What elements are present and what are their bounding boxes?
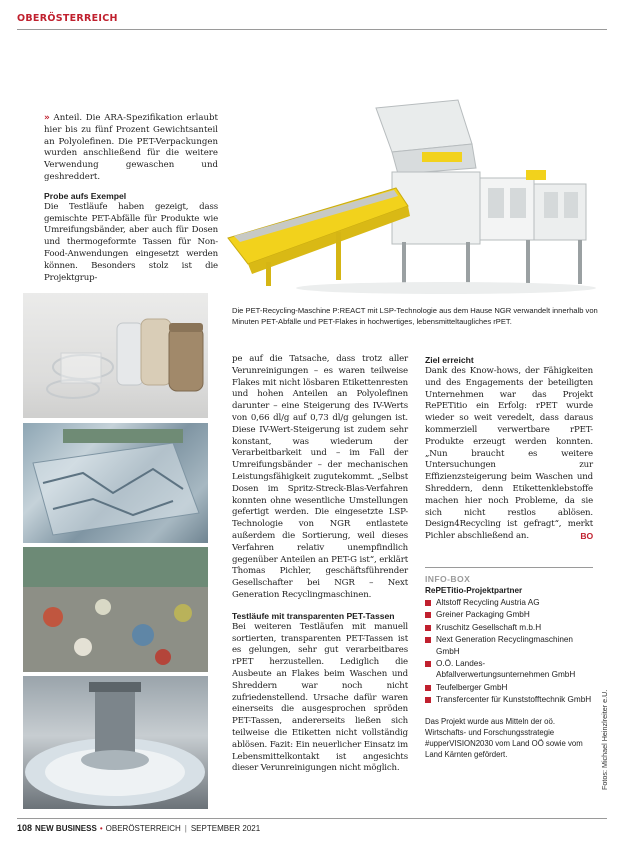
photo-credit: Fotos: Michael Heinzlreiter e.U. — [600, 689, 609, 790]
magazine-name: NEW BUSINESS — [35, 824, 97, 833]
chevron-right-icon: » — [44, 113, 50, 123]
column-middle — [232, 354, 408, 775]
subheading: Testläufe mit transparenten PET-Tassen — [232, 610, 395, 621]
info-box-footnote: Das Projekt wurde aus Mitteln der oö. Wirtschafts- und Forschungsstrategie #upperVISION2030 vom Land OÖ sowie vom Land Kärnten gefördert. — [425, 716, 583, 759]
photo-bale-bottles — [23, 423, 208, 543]
separator: | — [184, 824, 187, 833]
list-item: Next Generation Recyclingmaschinen GmbH — [425, 634, 593, 657]
paragraph — [425, 366, 593, 543]
footer-issue: SEPTEMBER 2021 — [190, 824, 261, 833]
bottom-rule — [17, 818, 607, 819]
subheading: Probe aufs Exempel — [44, 190, 127, 201]
photo-caption: Die PET-Recycling-Maschine P:REACT mit LSP-Technologie aus dem Hause NGR verwandelt innerhalb von Minuten PET-Abfälle und PET-Flakes in hochwertiges, lebensmitteltaugliches rPET. — [232, 306, 598, 326]
info-box-title: RePETitio-Projektpartner — [425, 586, 523, 595]
bullet-icon: • — [99, 824, 103, 833]
paragraph — [44, 113, 218, 184]
list-item: Teufelberger GmbH — [425, 682, 593, 693]
footer-section: OBERÖSTERREICH — [105, 824, 181, 833]
paragraph-text: Anteil. Die ARA-Spezifikation erlaubt hier bis zu fünf Prozent Gewichtsanteil an Polyolefinen. Die PET-Verpackungen wurden anschließend für die weitere Verwendung gewaschen und geshreddert. — [44, 113, 218, 182]
machine-photo — [226, 92, 596, 302]
page-number: 108 — [17, 823, 33, 833]
subheading: Ziel erreicht — [425, 355, 474, 365]
photo-jars — [23, 293, 208, 418]
list-item: Altstoff Recycling Austria AG — [425, 597, 593, 608]
list-item: O.Ö. Landes-Abfallverwertungsunternehmen GmbH — [425, 658, 593, 681]
top-rule — [17, 29, 607, 30]
list-item: Kruschitz Gesellschaft m.b.H — [425, 622, 593, 633]
info-box — [425, 567, 593, 760]
paragraph-text: Dank des Know-hows, der Fähigkeiten und des Engagements der beteiligten Unternehmen war das Projekt RePETitio ein Erfolg: rPET wurde wieder so weit veredelt, dass daraus kommerziell verwertbare rPET-Produkte erzeugt werden konnten. „Nun braucht es weitere Untersuchungen zur Effizienzsteigerung beim Waschen und Shreddern, denn Etikettenklebstoffe machen hier noch Probleme, da sie sich nicht restlos ablösen. Design4Recycling ist gefragt“, merkt Pichler abschließend an. — [425, 366, 593, 542]
section-tag: OBERÖSTERREICH — [17, 13, 118, 24]
photo-bale-mixed — [23, 547, 208, 672]
info-box-rule — [425, 567, 593, 568]
list-item: Transfercenter für Kunststofftechnik GmbH — [425, 694, 593, 705]
paragraph: Die Testläufe haben gezeigt, dass gemischte PET-Abfälle für Produkte wie Umreifungsbänder, aber auch für Dosen und thermogeformte Tassen für Non-Food-Anwendungen eingesetzt werden können. Besonders stolz ist die Projektgrup- — [44, 201, 218, 283]
photo-flakes-machine — [23, 676, 208, 809]
author-signature: BO — [580, 531, 593, 542]
list-item: Greiner Packaging GmbH — [425, 609, 593, 620]
paragraph: Bei weiteren Testläufen mit manuell sortierten, transparenten PET-Tassen ist es gelungen, sehr gut verarbeitbares rPET herzustellen. Lediglich die Ausbeute an Flakes beim Waschen und Shreddern war noch nicht zufriedenstellend. Ursache dafür waren einerseits die ausgesprochen spröden PET-Tassen, andererseits ließen sich teilweise die Etiketten nicht vollständig ablösen. Fazit: Ein neuerlicher Einsatz im Lebensmittelkontakt ist angesichts dieser Verunreinigungen nicht möglich. — [232, 621, 408, 774]
paragraph: pe auf die Tatsache, dass trotz aller Verunreinigungen – es waren teilweise Flakes mit nicht lösbaren Etikettenresten und hohen Anteilen an Polyolefinen darunter – eine Steigerung des IV-Werts von 0,66 dl/g auf 0,73 dl/g gelungen ist. Diese IV-Wert-Steigerung ist zudem sehr konstant, was wiederum der Verarbeitbarkeit und – im Fall der Umreifungsbänder – der mechanischen Leistungsfähigkeit zugutekommt. „Selbst Dosen im Spritz-Streck-Blas-Verfahren konnten ohne wesentliche Umstellungen gefertigt werden. Die eingesetzte LSP-Technologie von NGR entlastete außerdem die Sortierung, weil dieses Verfahren relativ unempfindlich gegenüber Anteilen an PET-G ist“, erklärt Thomas Pichler, geschäftsführender Gesellschafter bei NGR – Next Generation Recyclingmaschinen. — [232, 354, 408, 600]
partner-list — [425, 597, 593, 706]
column-left — [44, 113, 218, 284]
page-footer — [17, 823, 260, 833]
info-box-label: INFO-BOX — [425, 574, 471, 584]
column-right — [425, 354, 593, 543]
